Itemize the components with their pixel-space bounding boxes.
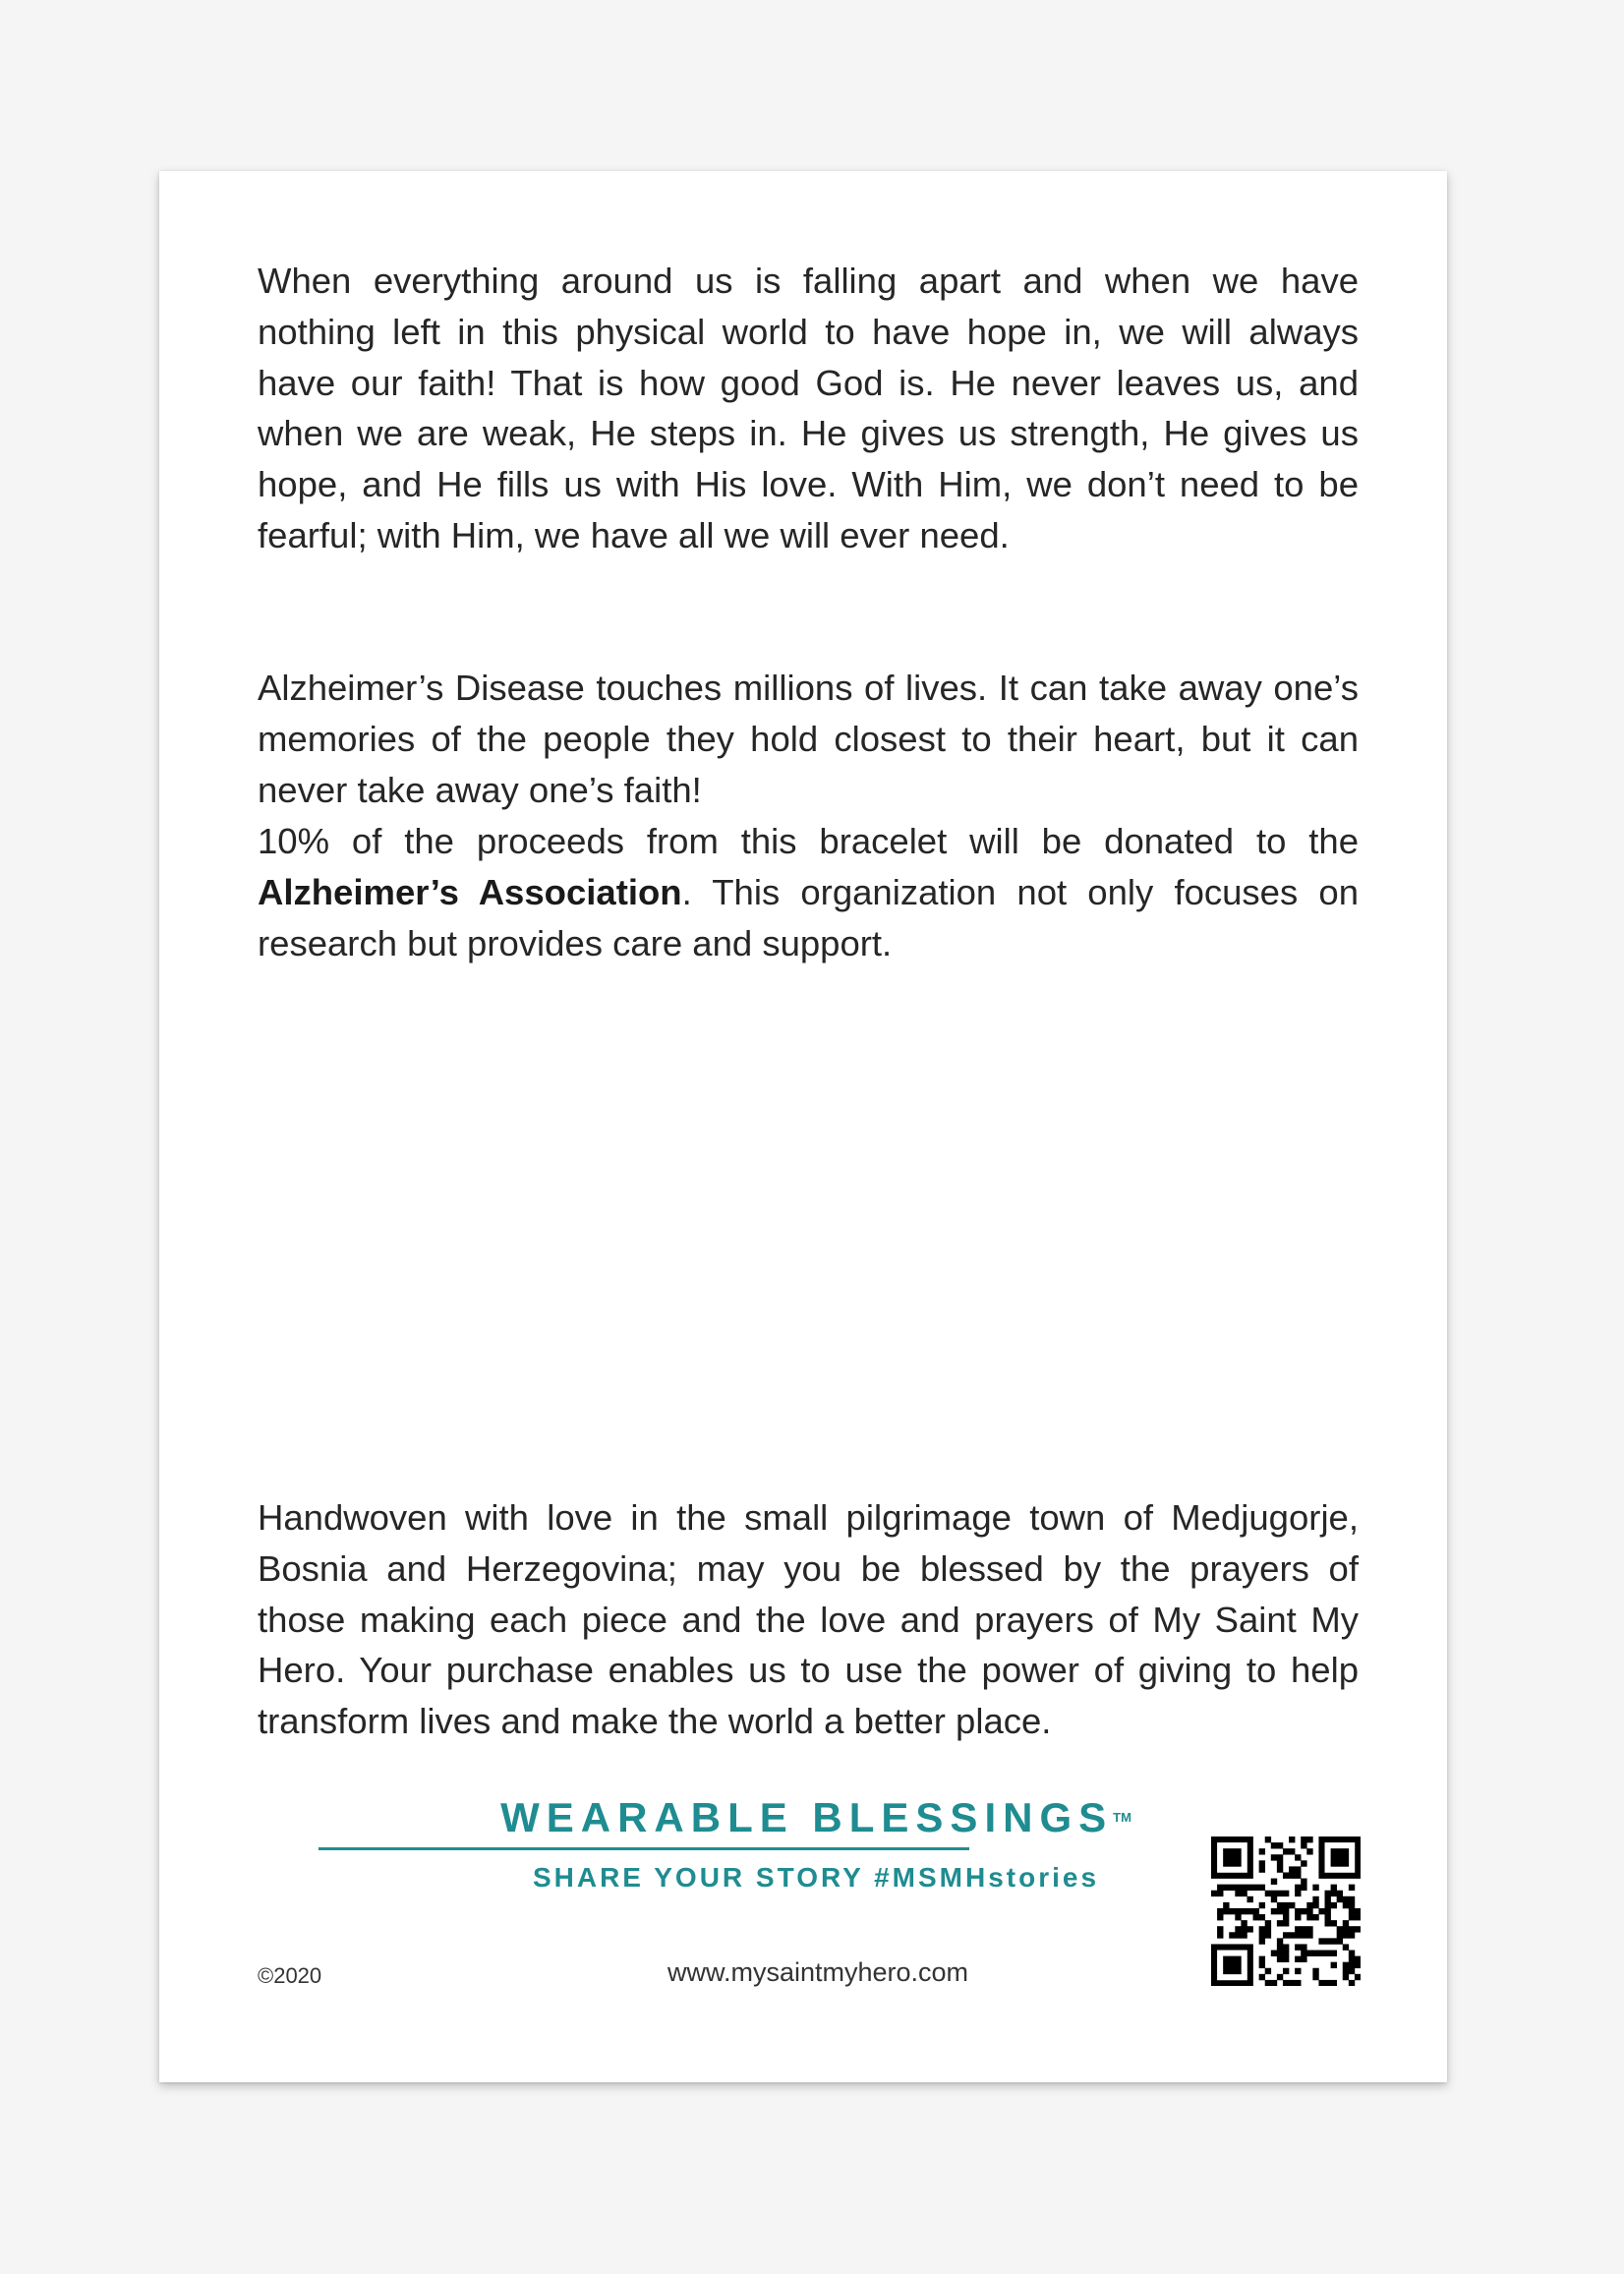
brand-block [472,1793,1160,1842]
brand-title [500,1793,1131,1842]
alzheimers-association-name: Alzheimer’s Association [258,871,682,912]
brand-divider [319,1847,969,1850]
alzheimers-paragraph: Alzheimer’s Disease touches millions of lives. It can take away one’s memories of the people they hold closest to their heart, but it can never take away one’s faith! [258,668,1359,810]
faith-paragraph: When everything around us is falling apart and when we have nothing left in this physical world to have hope in, we will always have our faith! That is how good God is. He never leaves us, and when we are weak, He steps in. He gives us strength, He gives us hope, and He fills us with His love. With Him, we don’t need to be fearful; with Him, we have all we will ever need. [258,261,1359,555]
qr-code-icon[interactable] [1211,1837,1361,1986]
donation-text-end: . This organization not only focuses on research but provides care and support. [258,871,1359,963]
website-link[interactable]: www.mysaintmyhero.com [667,1957,969,1987]
donation-paragraph [258,816,1359,968]
info-card [159,171,1447,2082]
brand-title-text: WEARABLE BLESSINGS [500,1794,1114,1840]
donation-text-start: 10% of the proceeds from this bracelet will be donated to the [258,821,1359,861]
brand-tagline: SHARE YOUR STORY #MSMHstories [532,1862,1100,1893]
copyright-text: ©2020 [258,1963,322,1988]
qr-code-graphic [1211,1837,1361,1986]
trademark-mark: TM [1113,1810,1131,1825]
handwoven-paragraph: Handwoven with love in the small pilgrimage town of Medjugorje, Bosnia and Herzegovina; may you be blessed by the prayers of those making each piece and the love and prayers of My Saint My Hero. Your purchase enables us to use the power of giving to help transform lives and make the world a better place. [258,1497,1359,1742]
